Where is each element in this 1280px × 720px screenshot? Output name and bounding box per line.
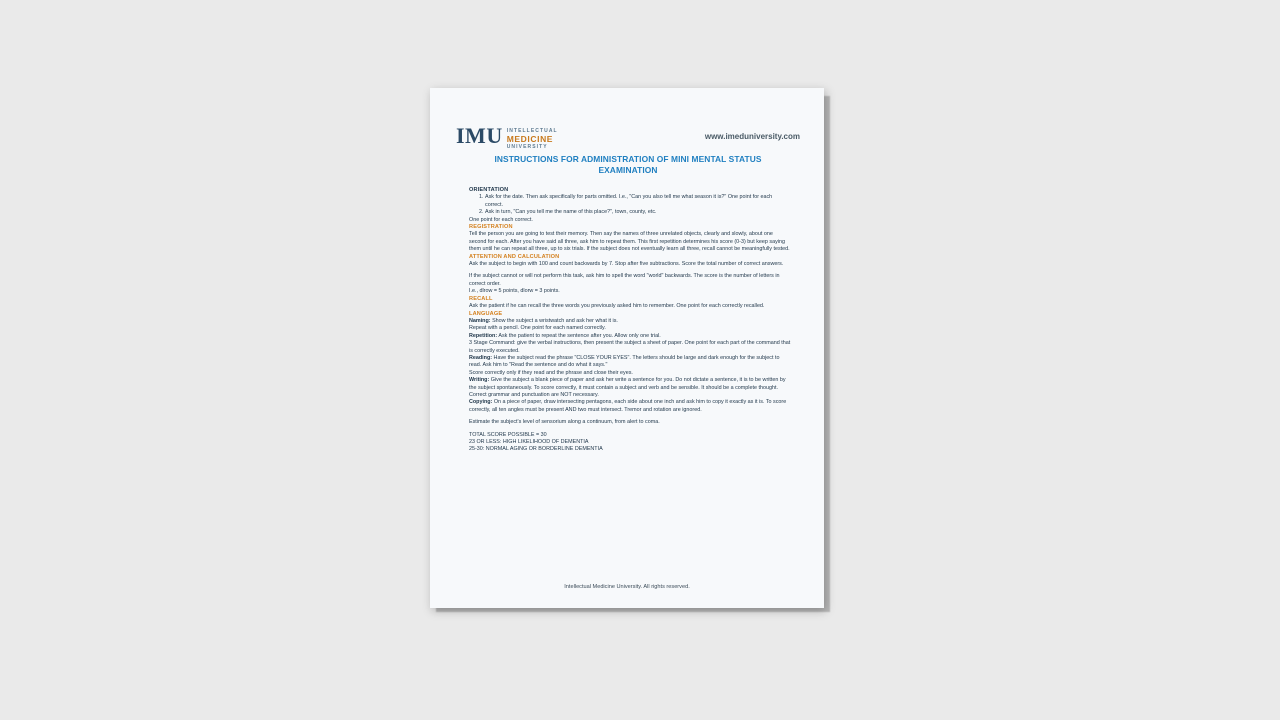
orientation-list	[469, 194, 791, 216]
language-item-label: Writing:	[469, 377, 490, 384]
language-item	[469, 325, 791, 332]
page-title: INSTRUCTIONS FOR ADMINISTRATION OF MINI MENTAL STATUS EXAMINATION	[494, 154, 762, 175]
logo-line-1: INTELLECTUAL	[506, 128, 558, 134]
document-body	[469, 187, 791, 454]
language-item-label: Naming:	[469, 317, 491, 324]
language-item	[469, 370, 791, 377]
language-item-text: 3 Stage Command: give the verbal instructions, then present the subject a sheet of paper. One point for each part of the command that is correctly executed.	[469, 340, 791, 354]
list-item: 2. Ask in turn, "Can you tell me the name of this place?", town, county, etc.	[485, 209, 791, 216]
language-item	[469, 340, 791, 355]
language-item-text: Have the subject read the phrase "CLOSE YOUR EYES". The letters should be large and dark enough for the subject to read. Ask him to "Read the sentence and do what it says."	[469, 354, 780, 369]
attention-body-3: I.e., dlrow = 5 points, dlorw = 3 points.	[469, 288, 560, 295]
language-item-label: Repetition:	[469, 332, 498, 339]
language-item-text: Ask the patient to repeat the sentence after you. Allow only one trial.	[497, 332, 661, 339]
score-line: 25-30: NORMAL AGING OR BORDERLINE DEMENTIA	[469, 446, 603, 453]
attention-body-1: Ask the subject to begin with 100 and count backwards by 7. Stop after five subtractions. Score the total number of correct answers.	[469, 261, 784, 268]
score-line: TOTAL SCORE POSSIBLE = 30	[469, 431, 547, 438]
language-item-text: Repeat with a pencil. One point for each named correctly.	[469, 325, 606, 332]
language-item-text: On a piece of paper, draw intersecting pentagons, each side about one inch and ask him to copy it exactly as it is. To score correctly, all ten angles must be present AND two must intersect. Tremor and rotation are ignored.	[469, 399, 787, 413]
language-item	[469, 333, 791, 340]
section-heading-registration: REGISTRATION	[469, 224, 513, 231]
section-heading-language: LANGUAGE	[469, 310, 503, 317]
language-item-text: Score correctly only if they read and the phrase and close their eyes.	[469, 369, 633, 376]
recall-body: Ask the patient if he can recall the three words you previously asked him to remember. One point for each correctly recalled.	[469, 303, 765, 310]
document-page	[430, 88, 824, 608]
attention-body-2: If the subject cannot or will not perform this task, ask him to spell the word "world" backwards. The score is the number of letters in correct order.	[469, 273, 780, 287]
language-item	[469, 399, 791, 414]
orientation-after: One point for each correct.	[469, 216, 533, 223]
language-item-label: Reading:	[469, 354, 493, 361]
language-item	[469, 355, 791, 370]
section-heading-orientation: ORIENTATION	[469, 187, 509, 193]
language-item-label: Copying:	[469, 399, 493, 406]
language-item-text: Show the subject a wristwatch and ask her what it is.	[490, 317, 618, 324]
document-header	[430, 106, 824, 150]
score-line: 23 OR LESS: HIGH LIKELIHOOD OF DEMENTIA	[469, 439, 589, 445]
imu-logo	[456, 123, 558, 150]
list-item: 1. Ask for the date. Then ask specifically for parts omitted. I.e., "Can you also tell me what season it is?" One point for each correct.	[485, 194, 791, 209]
closing-paragraph: Estimate the subject's level of sensorium along a continuum, from alert to coma.	[469, 419, 660, 426]
logo-mark: IMU	[456, 123, 503, 148]
logo-line-3: UNIVERSITY	[506, 143, 548, 150]
section-heading-attention-and-calculation: ATTENTION AND CALCULATION	[469, 253, 560, 260]
language-item-text: Give the subject a blank piece of paper and ask her write a sentence for you. Do not dictate a sentence, it is to be written by the subject spontaneously. To score correctly, it must contain a subject and verb and be sensible. It should be a complete thought. Correct grammar and punctuation are NOT necessary.	[469, 377, 786, 398]
section-heading-recall: RECALL	[469, 295, 493, 302]
registration-body: Tell the person you are going to test their memory. Then say the names of three unrelated objects, clearly and slowly, about one second for each. After you have said all three, ask him to repeat them. This first repetition determines his score (0-3) but keep saying them until he can repeat all three, up to six trials. If the subject does not eventually learn all three, recall cannot be meaningfully tested.	[469, 231, 790, 253]
website-url: www.imeduniversity.com	[704, 132, 800, 141]
document-footer: Intellectual Medicine University. All rights reserved.	[564, 584, 690, 590]
logo-line-2: MEDICINE	[506, 133, 554, 144]
logo-wordmark	[507, 126, 558, 150]
language-item	[469, 318, 791, 325]
language-item	[469, 377, 791, 399]
